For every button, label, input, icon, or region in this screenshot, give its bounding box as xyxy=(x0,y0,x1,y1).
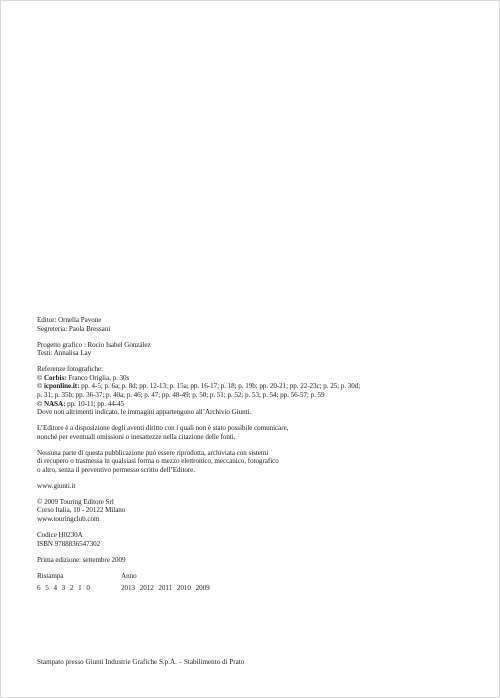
credit-source: © NASA: xyxy=(37,399,66,408)
credit-icponline xyxy=(37,382,477,391)
credit-pages: Franco Origlia, p. 30s xyxy=(66,373,130,382)
printer-line: Stampato presso Giunti Industrie Grafiche S.p.A. – Stabilimento di Prato xyxy=(37,658,245,666)
secretary-line: Segreteria: Paola Bressani xyxy=(37,324,111,333)
colophon xyxy=(37,316,477,593)
credit-source: © Corbis: xyxy=(37,373,67,382)
product-code: Codice H0230A xyxy=(37,531,83,540)
reprint-label: Ristampa xyxy=(37,571,64,580)
graphic-design-line: Progetto grafico : Rocío Isabel González xyxy=(37,340,151,349)
rights-notice-line: nonché per eventuali omissioni o inesattezze nella citazione delle fonti. xyxy=(37,432,236,441)
credit-icponline-continued xyxy=(37,391,477,400)
staff-block xyxy=(37,316,477,333)
website-block xyxy=(37,482,477,491)
reproduction-notice-line: o altro, senza il preventivo permesso scritto dell’Editore. xyxy=(37,465,195,474)
edition-line: Prima edizione: settembre 2009 xyxy=(37,555,126,564)
credit-nasa xyxy=(37,400,477,409)
reproduction-notice-line: Nessuna parte di questa pubblicazione può essere riprodotta, archiviata con sistemi xyxy=(37,448,269,457)
credit-corbis xyxy=(37,374,477,383)
codes-block xyxy=(37,531,477,548)
photo-credits-block xyxy=(37,365,477,417)
copyright-line: © 2009 Touring Editore Srl xyxy=(37,497,114,506)
design-block xyxy=(37,341,477,358)
giunti-website: www.giunti.it xyxy=(37,481,76,490)
reproduction-notice xyxy=(37,449,477,475)
reprint-years: 2013 2012 2011 2010 2009 xyxy=(121,584,210,593)
editor-line: Editor: Ornella Pavone xyxy=(37,316,102,324)
edition-block xyxy=(37,556,477,565)
reprint-table xyxy=(37,572,477,593)
rights-notice-line: L’Editore è a disposizione degli aventi diritto con i quali non è stato possibile comunicare, xyxy=(37,424,289,433)
rights-notice xyxy=(37,424,477,441)
isbn: ISBN 9788836547302 xyxy=(37,539,101,548)
reprint-numbers: 6 5 4 3 2 1 0 xyxy=(37,584,90,593)
texts-line: Testi: Annalisa Lay xyxy=(37,349,92,358)
photo-credits-heading: Referenze fotografiche: xyxy=(37,365,104,374)
archive-note: Dove non altrimenti indicato, le immagini appartengono all’Archivio Giunti. xyxy=(37,408,252,417)
credit-source: © icponline.it: xyxy=(37,382,80,391)
credit-pages: pp. 4-5; p. 6a; p. 8d; pp. 12-13; p. 15a; pp. 16-17; p. 18; p. 19b; pp. 20-21; pp. 22-23c; p. 25; p. 30d; xyxy=(79,382,361,391)
reproduction-notice-line: di recupero o trasmessa in qualsiasi forma o mezzo elettronico, meccanico, fotografico xyxy=(37,457,279,466)
credit-pages: p. 31; p. 35b; pp. 36-37; p. 40a; p. 46; p. 47; pp. 48-49; p. 50; p. 51; p. 52; p. 53; p. 54; pp. 56-57; p. 59 xyxy=(37,390,325,399)
publisher-website: www.touringclub.com xyxy=(37,515,100,524)
year-label: Anno xyxy=(121,571,137,580)
credit-pages: pp. 10-11; pp. 44-45 xyxy=(65,399,124,408)
publisher-block xyxy=(37,498,477,524)
publisher-address: Corso Italia, 10 - 20122 Milano xyxy=(37,506,126,515)
